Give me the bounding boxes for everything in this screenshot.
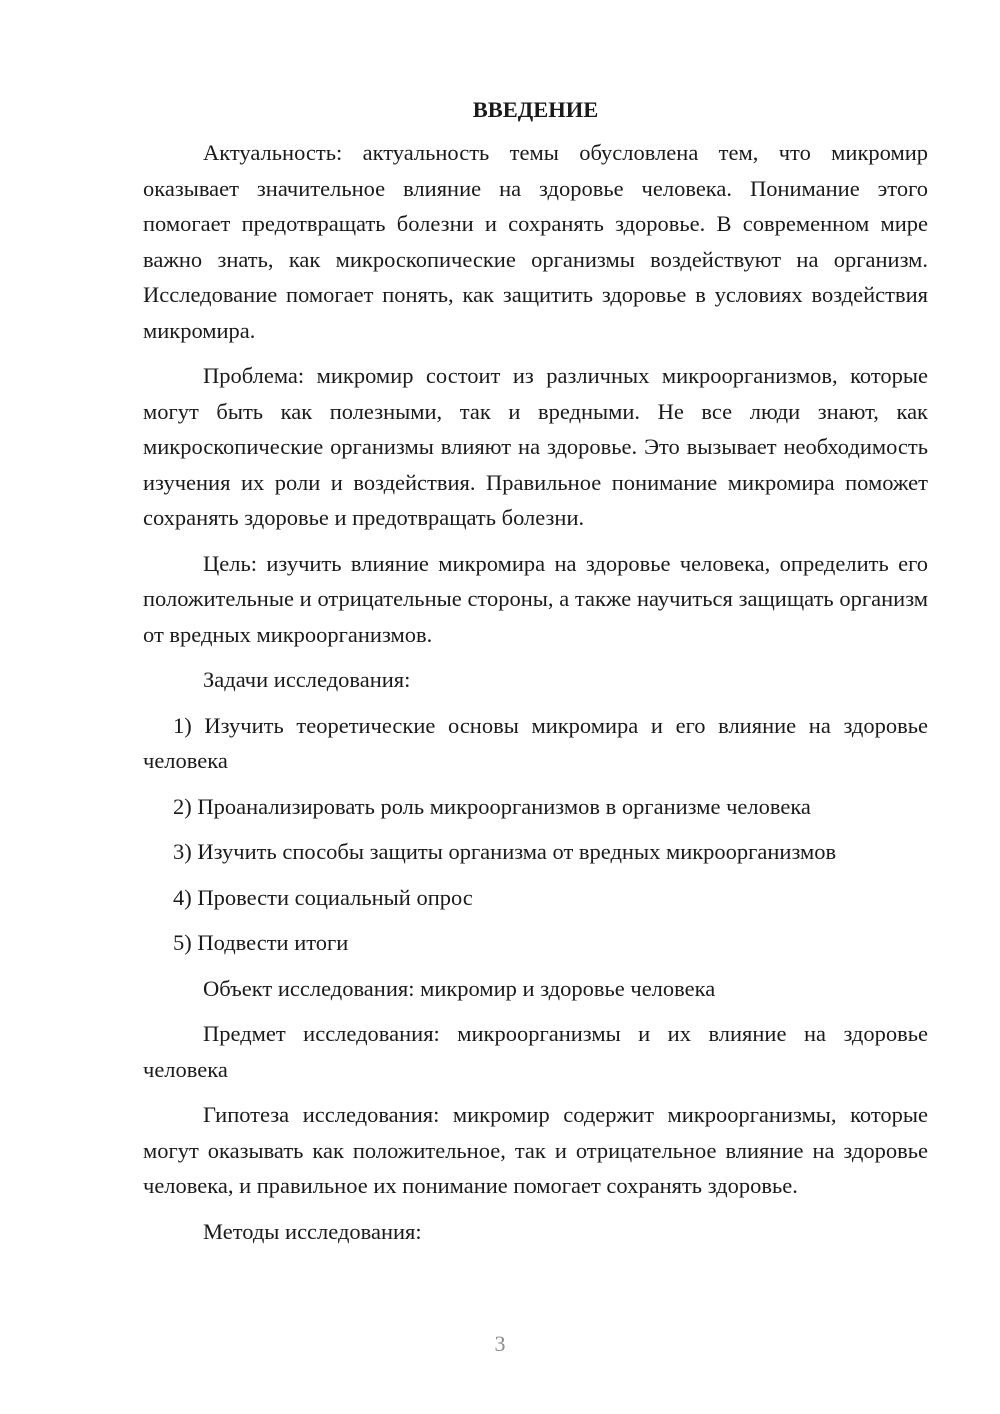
task-item: 4) Провести социальный опрос bbox=[173, 884, 473, 910]
task-item: 5) Подвести итоги bbox=[173, 930, 349, 955]
methods-heading: Методы исследования: bbox=[203, 1218, 422, 1244]
tasks-heading: Задачи исследования: bbox=[203, 667, 411, 692]
task-item: 2) Проанализировать роль микроорганизмов в организме человека bbox=[173, 793, 811, 819]
subject-paragraph: Предмет исследования: микроорганизмы и их влияние на здоровье человека bbox=[143, 1021, 928, 1082]
problem-paragraph: Проблема: микромир состоит из различных микроорганизмов, которые могут быть как полезными, так и вредными. Не все люди знают, как микроскопические организмы влияют на здоровье. Это вызывает необходимость изучения их роли и воздействия. Правильное понимание микромира поможет сохранять здоровье и предотвращать болезни. bbox=[143, 363, 928, 530]
goal-paragraph: Цель: изучить влияние микромира на здоровье человека, определить его положительные и отрицательные стороны, а также научиться защищать организм от вредных микроорганизмов. bbox=[143, 550, 928, 647]
relevance-paragraph: Актуальность: актуальность темы обусловлена тем, что микромир оказывает значительное влияние на здоровье человека. Понимание этого помогает предотвращать болезни и сохранять здоровье. В современном мире важно знать, как микроскопические организмы воздействуют на организм. Исследование помогает понять, как защитить здоровье в условиях воздействия микромира. bbox=[143, 140, 928, 343]
section-title: ВВЕДЕНИЕ bbox=[472, 97, 599, 122]
hypothesis-paragraph: Гипотеза исследования: микромир содержит микроорганизмы, которые могут оказывать как положительное, так и отрицательное влияние на здоровье человека, и правильное их понимание помогает сохранять здоровье. bbox=[143, 1102, 928, 1198]
object-paragraph: Объект исследования: микромир и здоровье человека bbox=[203, 975, 716, 1001]
page-number: 3 bbox=[494, 1331, 506, 1356]
task-item: 1) Изучить теоретические основы микромира и его влияние на здоровье человека bbox=[143, 712, 928, 773]
task-item: 3) Изучить способы защиты организма от вредных микроорганизмов bbox=[173, 839, 837, 864]
page-content bbox=[143, 94, 928, 1259]
